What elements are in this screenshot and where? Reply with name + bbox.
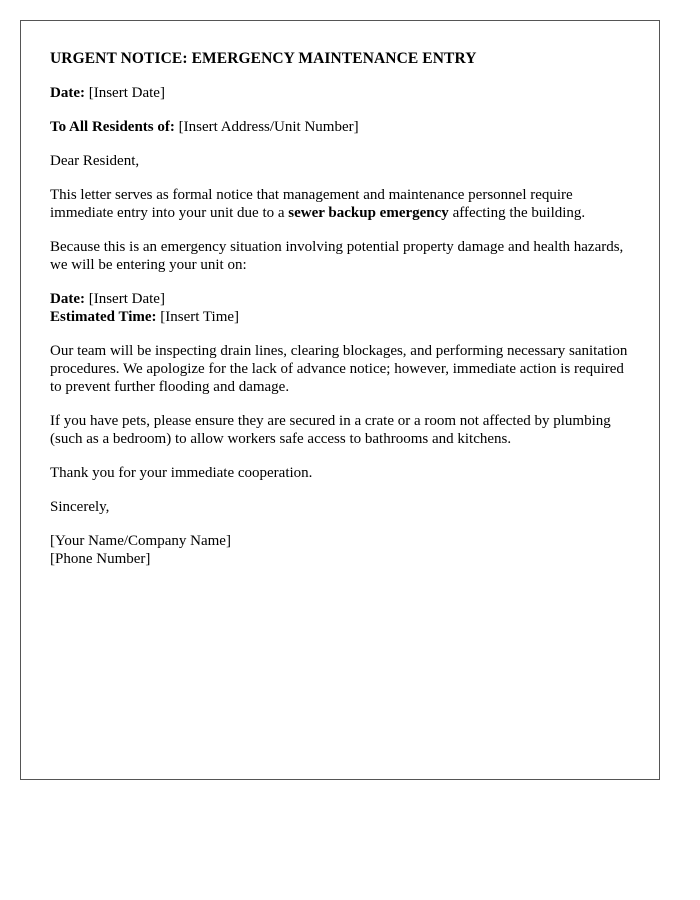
paragraph-notice-text: This letter serves as formal notice that management and maintenance personnel require immediate entry into your unit due to a bbox=[50, 187, 573, 221]
notice-title: URGENT NOTICE: EMERGENCY MAINTENANCE ENTRY bbox=[50, 50, 477, 67]
entry-time-label: Estimated Time: bbox=[50, 309, 157, 325]
entry-date-line bbox=[50, 290, 630, 308]
signature-name: [Your Name/Company Name] bbox=[50, 533, 231, 549]
paragraph-notice bbox=[50, 186, 630, 222]
signature-phone: [Phone Number] bbox=[50, 551, 151, 567]
closing: Sincerely, bbox=[50, 499, 110, 515]
recipient-label: To All Residents of: bbox=[50, 119, 175, 135]
recipient-line bbox=[50, 118, 630, 136]
date-line bbox=[50, 84, 630, 102]
letter-page bbox=[20, 20, 660, 780]
date-value: [Insert Date] bbox=[84, 85, 165, 101]
paragraph-pets: If you have pets, please ensure they are secured in a crate or a room not affected by plumbing (such as a bedroom) to allow workers safe access to bathrooms and kitchens. bbox=[50, 413, 611, 447]
entry-date-label: Date: bbox=[50, 291, 85, 307]
emphasis-sewer-backup: sewer backup emergency bbox=[288, 205, 449, 221]
paragraph-procedures: Our team will be inspecting drain lines, clearing blockages, and performing necessary sanitation procedures. We apologize for the lack of advance notice; however, immediate action is required to prevent further flooding and damage. bbox=[50, 343, 628, 395]
recipient-value: [Insert Address/Unit Number] bbox=[174, 119, 359, 135]
entry-time-line bbox=[50, 308, 630, 326]
paragraph-notice-tail: affecting the building. bbox=[448, 205, 586, 221]
letter-content bbox=[50, 50, 630, 584]
paragraph-emergency: Because this is an emergency situation involving potential property damage and health hazards, we will be entering your unit on: bbox=[50, 239, 624, 273]
paragraph-thanks: Thank you for your immediate cooperation. bbox=[50, 465, 313, 481]
entry-date-value: [Insert Date] bbox=[84, 291, 165, 307]
entry-time-value: [Insert Time] bbox=[156, 309, 240, 325]
salutation: Dear Resident, bbox=[50, 153, 140, 169]
date-label: Date: bbox=[50, 85, 85, 101]
